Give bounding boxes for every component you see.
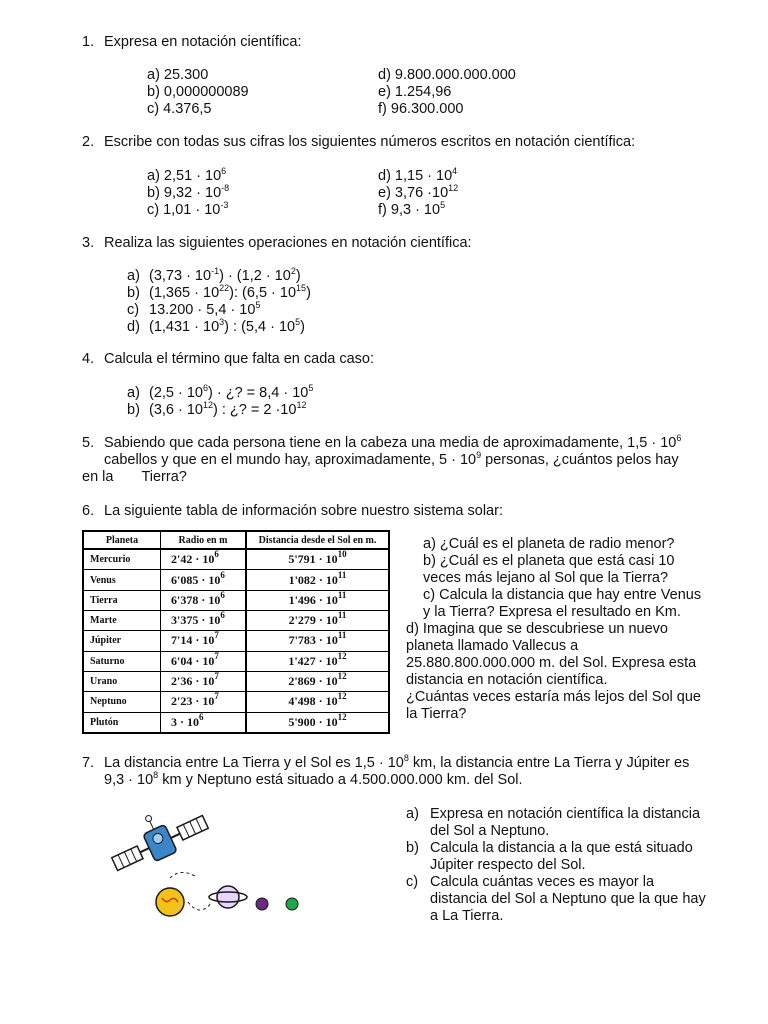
table-row: Neptuno $2'23 \cdot 10^7$ $4'498 \cdot 10^{12}$: [83, 692, 389, 712]
green-planet-icon: [286, 898, 298, 910]
q7-item-b-cont: Júpiter respecto del Sol.: [430, 857, 586, 873]
q3-item-a: a) $(3,73 \cdot 10^{-1}) \cdot (1,2 \cdot 10^2)$: [127, 266, 301, 284]
header-distance: Distancia desde el Sol en m.: [246, 531, 389, 549]
question-1-number: 1.: [82, 34, 95, 50]
q4-list: [127, 385, 313, 419]
question-7-number: 7.: [82, 755, 95, 771]
q6-side-a: a) ¿Cuál es el planeta de radio menor?: [423, 536, 675, 552]
table-header-row: [83, 531, 389, 549]
table-row: Plutón $3 \cdot 10^6$ $5'900 \cdot 10^{12}$: [83, 712, 389, 733]
question-5: 5. Sabiendo que cada persona tiene en la cabeza una media de aproximadamente, $1,5 \cdot 10^6$ cabellos y que en el mundo hay, aproximadamente, $5 \cdot 10^9$ personas, ¿cuántos pelos hay en la Tierra?: [82, 433, 682, 485]
purple-planet-icon: [256, 898, 268, 910]
ringed-planet-icon: [209, 886, 247, 908]
table-row: Júpiter $7'14 \cdot 10^7$ $7'783 \cdot 10^{11}$: [83, 631, 389, 651]
q2-item-d: d) $1,15 \cdot 10^4$: [378, 166, 458, 184]
q3-item-b: b) $(1,365 \cdot 10^{22})$: $(6,5 \cdot 10^{15})$: [127, 283, 311, 301]
q1-right-column: [378, 67, 516, 118]
q1-item-a: a) 25.300: [147, 67, 209, 83]
q1-item-f: f) 96.300.000: [378, 101, 464, 117]
question-7: 7. La distancia entre La Tierra y el Sol es $1,5 \cdot 10^8$ km, la distancia entre La Tierra y Júpiter es $9,3 \cdot 10^8$ km y Neptuno está situado a 4.500.000.000 km. del Sol.: [82, 753, 690, 788]
q1-item-d: d) 9.800.000.000.000: [378, 67, 516, 83]
question-3: [82, 235, 472, 252]
q1-item-e: e) 1.254,96: [378, 84, 452, 100]
question-2-text: Escribe con todas sus cifras los siguientes números escritos en notación científica:: [104, 134, 636, 150]
q7-item-b: b) Calcula la distancia a la que está situado: [406, 840, 693, 856]
question-4-text: Calcula el término que falta en cada caso:: [104, 351, 375, 367]
solar-system-table: [82, 530, 390, 734]
q1-left-column: [147, 67, 249, 118]
question-1: [82, 34, 301, 51]
space-illustration: [100, 798, 310, 923]
q2-item-a: a) $2,51 \cdot 10^6$: [147, 166, 227, 184]
q6-side-d3: 25.880.800.000.000 m. del Sol. Expresa esta: [406, 655, 697, 671]
q6-side-b1: b) ¿Cuál es el planeta que está casi 10: [423, 553, 675, 569]
q3-item-d: d) $(1,431 \cdot 10^3)$ : $(5,4 \cdot 10^5)$: [127, 317, 305, 335]
q2-item-f: f) $9,3 \cdot 10^5$: [378, 200, 446, 218]
table-row: Urano $2'36 \cdot 10^7$ $2'869 \cdot 10^{12}$: [83, 671, 389, 691]
header-planet: Planeta: [83, 531, 161, 549]
q6-side-b2: veces más lejano al Sol que la Tierra?: [423, 570, 669, 586]
question-5-number: 5.: [82, 435, 95, 451]
q6-side-d6: la Tierra?: [406, 706, 467, 722]
q7-subquestions: [406, 806, 706, 925]
q2-item-b: b) $9,32 \cdot 10^{-8}$: [147, 183, 230, 201]
q6-side-c2: y la Tierra? Expresa el resultado en Km.: [423, 604, 681, 620]
question-4: [82, 351, 374, 368]
q2-right-column: [378, 168, 458, 219]
q4-item-a: a) $(2,5 \cdot 10^6)$ · ¿? = $8,4 \cdot 10^5$: [127, 383, 314, 401]
q6-side-d1: d) Imagina que se descubriese un nuevo: [406, 621, 668, 637]
q6-side-d4: distancia en notación científica.: [406, 672, 608, 688]
q4-item-b: b) $(3,6 \cdot 10^{12})$ : ¿? = $2 \cdot 10^{12}$: [127, 400, 307, 418]
q7-item-c: c) Calcula cuántas veces es mayor la: [406, 874, 655, 890]
q7-item-a-cont: del Sol a Neptuno.: [430, 823, 550, 839]
question-3-text: Realiza las siguientes operaciones en notación científica:: [104, 235, 472, 251]
q7-item-c-cont: distancia del Sol a Neptuno que la que hay: [430, 891, 706, 907]
q7-line1: La distancia entre La Tierra y el Sol es 1,5 · 10: [104, 755, 404, 771]
q2-item-c: c) $1,01 \cdot 10^{-3}$: [147, 200, 229, 218]
question-6-text: La siguiente tabla de información sobre nuestro sistema solar:: [104, 503, 503, 519]
table-row: Saturno $6'04 \cdot 10^7$ $1'427 \cdot 10^{12}$: [83, 651, 389, 671]
table-row: Tierra $6'378 \cdot 10^6$ $1'496 \cdot 10^{11}$: [83, 590, 389, 610]
q1-item-c: c) 4.376,5: [147, 101, 212, 117]
q6-side-d5: ¿Cuántas veces estaría más lejos del Sol que: [406, 689, 701, 705]
table-row: Mercurio $2'42 \cdot 10^6$ $5'791 \cdot 10^{10}$: [83, 549, 389, 570]
question-6-number: 6.: [82, 503, 95, 519]
table-row: Marte $3'375 \cdot 10^6$ $2'279 \cdot 10^{11}$: [83, 611, 389, 631]
q3-list: [127, 268, 311, 336]
question-6: [82, 503, 503, 520]
q5-line1: Sabiendo que cada persona tiene en la cabeza una media de aproximadamente, 1,5 · 10: [104, 435, 677, 451]
question-2-number: 2.: [82, 134, 95, 150]
table-row: Venus $6'085 \cdot 10^6$ $1'082 \cdot 10^{11}$: [83, 570, 389, 590]
q1-item-b: b) 0,000000089: [147, 84, 249, 100]
q7-item-a: a) Expresa en notación científica la distancia: [406, 806, 701, 822]
q2-item-e: e) $3,76 \cdot 10^{12}$: [378, 183, 459, 201]
q5-line3-b: Tierra?: [141, 469, 187, 485]
q3-item-c: c) $13.200 \cdot 5,4 \cdot 10^5$: [127, 300, 261, 318]
question-1-text: Expresa en notación científica:: [104, 34, 302, 50]
header-radius: Radio en m: [161, 531, 247, 549]
q6-side-d2: planeta llamado Vallecus a: [406, 638, 579, 654]
q2-left-column: [147, 168, 229, 219]
question-2: [82, 134, 635, 151]
q5-line3-a: en la: [82, 469, 114, 485]
question-3-number: 3.: [82, 235, 95, 251]
q6-side-c1: c) Calcula la distancia que hay entre Venus: [423, 587, 702, 603]
sun-icon: [156, 888, 184, 916]
q7-item-c-cont2: a La Tierra.: [430, 908, 504, 924]
q5-line2: cabellos y que en el mundo hay, aproximadamente, 5 · 10: [104, 452, 477, 468]
q7-line2: 9,3 · 10: [104, 772, 154, 788]
satellite-icon: [102, 798, 212, 878]
question-4-number: 4.: [82, 351, 95, 367]
